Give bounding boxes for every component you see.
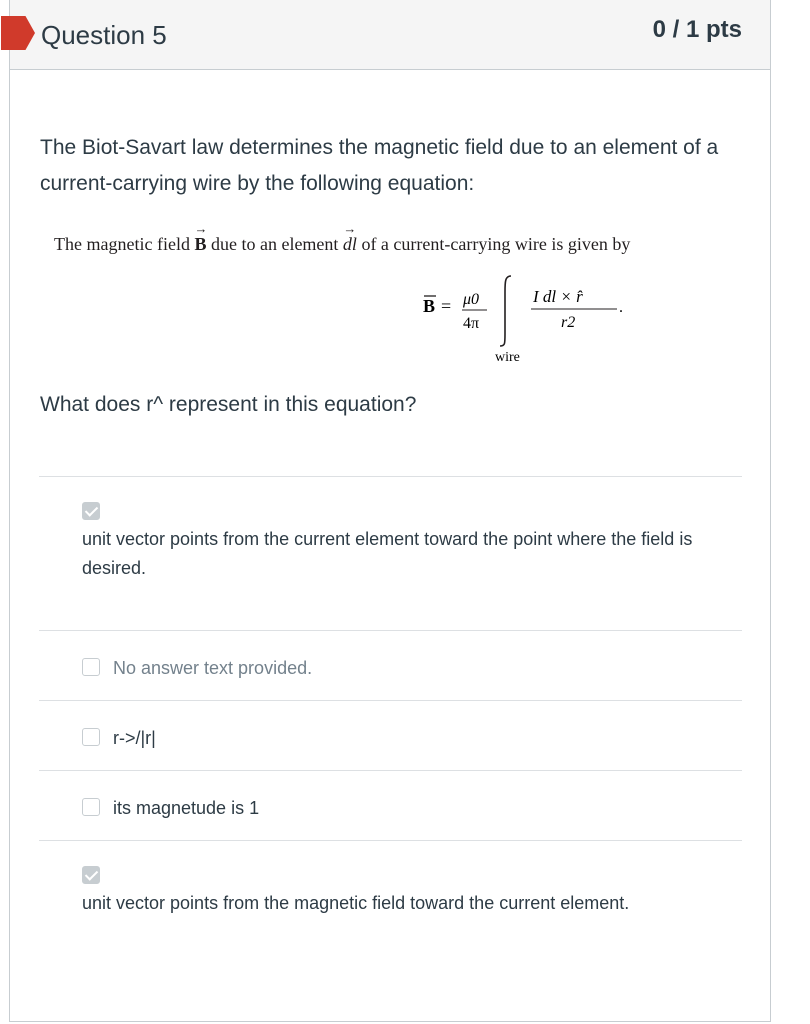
question-flag-icon [1,16,35,50]
divider [39,700,742,701]
answer-text-4: its magnetude is 1 [113,798,260,818]
equation-lhs: B [423,296,436,316]
question-header [10,0,770,70]
divider [39,770,742,771]
answer-option-1[interactable] [82,502,722,583]
integral-label: wire [495,350,520,365]
checkbox-checked-icon[interactable] [82,502,100,520]
checkbox-icon[interactable] [82,798,100,816]
caption-dl-vector: → dl [343,234,357,255]
divider [39,840,742,841]
question-points: 0 / 1 pts [652,16,742,43]
checkbox-checked-icon[interactable] [82,866,100,884]
equation-mu: μ0 [463,291,480,308]
question-card [9,0,771,1022]
caption-text-2: due to an element [206,234,343,254]
biot-savart-equation [405,272,655,372]
question-title: Question 5 [41,20,167,50]
caption-text-3: of a current-carrying wire is given by [356,234,631,254]
answer-text-3: r->/|r| [113,728,156,748]
question-text: The Biot-Savart law determines the magnetic field due to an element of a current-carrying wire by the following equation: [40,136,719,195]
equation-four-pi: 4π [463,315,480,332]
answer-option-3[interactable] [82,726,722,750]
sub-question: What does r^ represent in this equation? [40,393,417,416]
integral-sign [500,276,511,346]
answer-text-5: unit vector points from the magnetic field toward the current element. [82,893,630,913]
answer-text-2: No answer text provided. [113,658,313,678]
answer-option-2[interactable] [82,656,722,680]
caption-text-1: The magnetic field [54,234,195,254]
answer-text-1: unit vector points from the current element toward the point where the field is desired. [82,529,693,578]
answer-option-5[interactable] [82,866,722,918]
equation-equals: = [441,296,452,316]
checkbox-icon[interactable] [82,728,100,746]
checkbox-icon[interactable] [82,658,100,676]
divider [39,630,742,631]
caption-b-vector: → B [194,234,206,255]
answer-option-4[interactable] [82,796,722,820]
equation-numerator: I dl × r̂ [533,287,583,306]
equation-denominator: r2 [561,314,576,331]
equation-caption [54,234,754,255]
divider [39,476,742,477]
svg-text:.: . [619,299,623,316]
